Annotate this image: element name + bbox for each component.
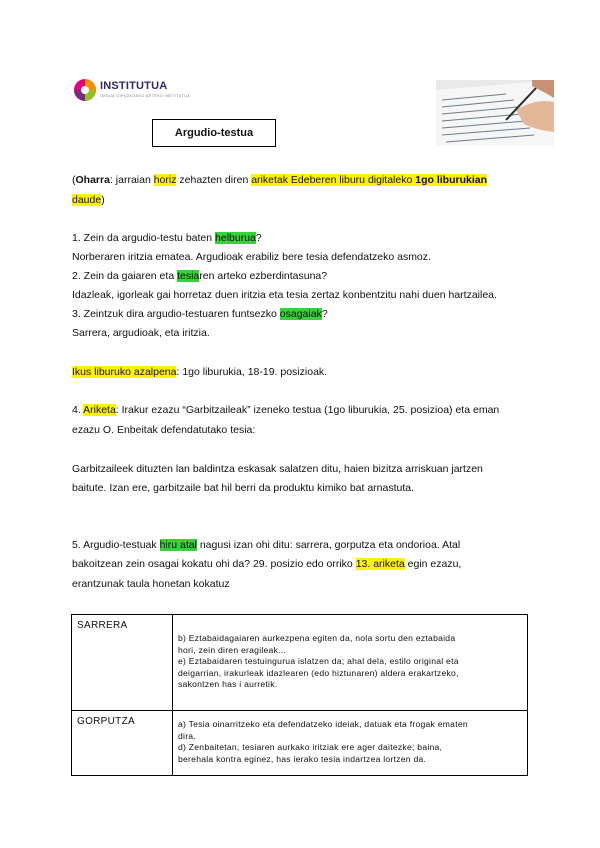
note-line-2: daude) [72, 194, 105, 206]
logo-subtitle: ORDUA GIPUZKOAKO ARTEKO INSTITUTUA [100, 94, 191, 98]
highlight-13-ariketa: 13. ariketa [355, 558, 405, 570]
question-4-line-1: 4. Ariketa: Irakur ezazu “Garbitzaileak” izeneko testua (1go liburukia, 25. posizioa) eta eman [72, 404, 500, 416]
answer-4-line-2: baitute. Izan ere, garbitzaile bat hil berri da produktu kimiko bat arnastuta. [72, 482, 415, 494]
highlight-ariketak: ariketak Edeberen liburu digitaleko [251, 174, 416, 186]
highlight-helburua: helburua [215, 232, 256, 244]
question-2: 2. Zein da gaiaren eta tesiaren arteko ezberdintasuna? [72, 270, 328, 282]
table-content-sarrera: b) Eztabaidagaiaren aurkezpena egiten da, nola sortu den eztabaida hori, zein diren eragileak... e) Eztabaidaren testuingurua islatzen da; ahal dela, estilo original eta deigarrian, irakurleak idazlearen (edo hiztunaren) aldera erakartzeko, sakontzen has i aurretik. [178, 633, 459, 689]
question-4-line-2: ezazu O. Enbeitak defendatutako tesia: [72, 424, 256, 436]
answers-table [71, 614, 528, 776]
highlight-ikus: Ikus liburuko azalpena [72, 366, 177, 378]
table-row-divider [72, 710, 527, 711]
highlight-daude: daude [72, 194, 102, 206]
highlight-hiru-atal: hiru atal [159, 539, 197, 551]
table-column-divider [172, 615, 173, 775]
highlight-horiz: horiz [153, 174, 177, 186]
highlight-liburukian: 1go liburukian [415, 174, 487, 186]
question-3: 3. Zeintzuk dira argudio-testuaren funtsezko osagaiak? [72, 308, 328, 320]
writing-hand-photo [436, 80, 554, 146]
logo-name: INSTITUTUA [100, 80, 168, 92]
ikus-reference: Ikus liburuko azalpena: 1go liburukia, 18-19. posizioak. [72, 366, 328, 378]
question-5-line-1: 5. Argudio-testuak hiru atal nagusi izan ohi ditu: sarrera, gorputza eta ondorioa. Atal [72, 539, 461, 551]
answer-1: Norberaren iritzia ematea. Argudioak erabiliz bere tesia defendatzeko asmoz. [72, 251, 431, 263]
question-5-line-2: bakoitzean zein osagai kokatu ohi da? 29. posizio edo orriko 13. ariketa egin ezazu, [72, 558, 462, 570]
note-label: Oharra [75, 174, 110, 186]
highlight-tesia: tesia [177, 270, 200, 282]
document-title: Argudio-testua [152, 119, 276, 147]
table-label-sarrera: SARRERA [77, 620, 128, 631]
answer-4-line-1: Garbitzaileek dituzten lan baldintza eskasak salatzen ditu, haien bizitza arriskuan jartzen [72, 463, 483, 475]
table-label-gorputza: GORPUTZA [77, 716, 135, 727]
highlight-osagaiak: osagaiak [279, 308, 322, 320]
answer-3: Sarrera, argudioak, eta iritzia. [72, 327, 210, 339]
answer-2: Idazleak, igorleak gai horretaz duen iritzia eta tesia zertaz konbentzitu nahi duen hartzailea. [72, 289, 497, 301]
note-line-1: (Oharra: jarraian horiz zehazten diren ariketak Edeberen liburu digitaleko 1go liburukian [72, 174, 487, 186]
highlight-ariketa: Ariketa [83, 404, 116, 416]
question-5-line-3: erantzunak taula honetan kokatuz [72, 578, 230, 590]
table-content-gorputza: a) Tesia oinarritzeko eta defendatzeko ideiak, datuak eta frogak ematen dira. d) Zenbaitetan, tesiaren aurkako iritziak ere ager daitezke; baina, berehala kontra eginez, has ierako tesia indartzea lortzen da. [178, 719, 468, 764]
question-1: 1. Zein da argudio-testu baten helburua? [72, 232, 262, 244]
